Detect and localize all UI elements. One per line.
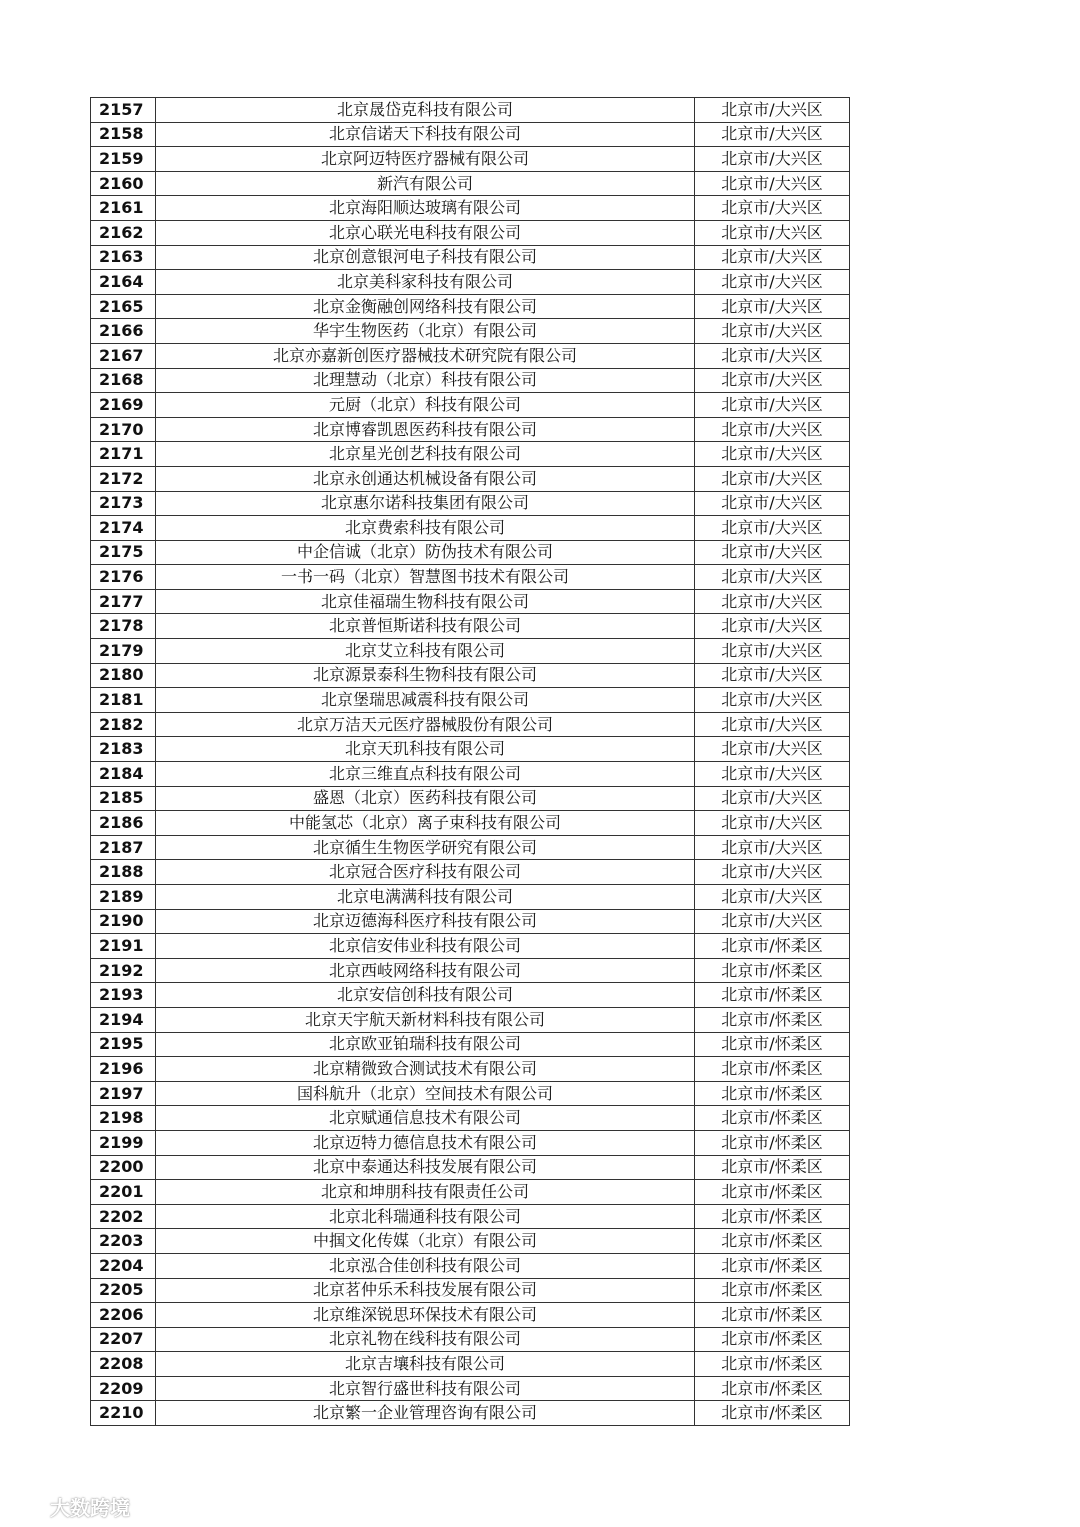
row-number-cell: 2193 <box>91 983 156 1008</box>
table-row <box>91 614 850 639</box>
table-row <box>91 958 850 983</box>
company-name-cell: 北京费索科技有限公司 <box>156 516 695 541</box>
table-row <box>91 737 850 762</box>
table-row <box>91 811 850 836</box>
region-cell: 北京市/大兴区 <box>695 762 850 787</box>
table-row <box>91 1204 850 1229</box>
table-row <box>91 540 850 565</box>
row-number-cell: 2164 <box>91 270 156 295</box>
table-row <box>91 245 850 270</box>
region-cell: 北京市/大兴区 <box>695 147 850 172</box>
table-row <box>91 319 850 344</box>
table-row <box>91 1229 850 1254</box>
row-number-cell: 2173 <box>91 491 156 516</box>
table-row <box>91 417 850 442</box>
table-row <box>91 1081 850 1106</box>
company-name-cell: 北京美科家科技有限公司 <box>156 270 695 295</box>
table-row <box>91 1352 850 1377</box>
row-number-cell: 2186 <box>91 811 156 836</box>
row-number-cell: 2188 <box>91 860 156 885</box>
row-number-cell: 2158 <box>91 122 156 147</box>
region-cell: 北京市/怀柔区 <box>695 1180 850 1205</box>
company-name-cell: 北京天玑科技有限公司 <box>156 737 695 762</box>
region-cell: 北京市/大兴区 <box>695 220 850 245</box>
company-name-cell: 华宇生物医药（北京）有限公司 <box>156 319 695 344</box>
region-cell: 北京市/怀柔区 <box>695 1204 850 1229</box>
row-number-cell: 2206 <box>91 1303 156 1328</box>
region-cell: 北京市/大兴区 <box>695 393 850 418</box>
region-cell: 北京市/大兴区 <box>695 368 850 393</box>
company-name-cell: 北京亦嘉新创医疗器械技术研究院有限公司 <box>156 343 695 368</box>
table-row <box>91 1253 850 1278</box>
table-row <box>91 516 850 541</box>
company-name-cell: 北京循生生物医学研究有限公司 <box>156 835 695 860</box>
table-row <box>91 1007 850 1032</box>
row-number-cell: 2167 <box>91 343 156 368</box>
table-row <box>91 663 850 688</box>
region-cell: 北京市/怀柔区 <box>695 1081 850 1106</box>
table-row <box>91 983 850 1008</box>
row-number-cell: 2157 <box>91 98 156 123</box>
table-row <box>91 1278 850 1303</box>
region-cell: 北京市/大兴区 <box>695 294 850 319</box>
company-name-cell: 北京金衡融创网络科技有限公司 <box>156 294 695 319</box>
region-cell: 北京市/大兴区 <box>695 122 850 147</box>
table-row <box>91 393 850 418</box>
region-cell: 北京市/大兴区 <box>695 319 850 344</box>
row-number-cell: 2203 <box>91 1229 156 1254</box>
company-name-cell: 中掴文化传媒（北京）有限公司 <box>156 1229 695 1254</box>
region-cell: 北京市/大兴区 <box>695 540 850 565</box>
company-name-cell: 北京源景泰科生物科技有限公司 <box>156 663 695 688</box>
company-name-cell: 北京冠合医疗科技有限公司 <box>156 860 695 885</box>
watermark <box>8 1492 130 1521</box>
region-cell: 北京市/大兴区 <box>695 885 850 910</box>
table-row <box>91 122 850 147</box>
region-cell: 北京市/怀柔区 <box>695 1303 850 1328</box>
row-number-cell: 2178 <box>91 614 156 639</box>
company-name-cell: 北京晟岱克科技有限公司 <box>156 98 695 123</box>
region-cell: 北京市/怀柔区 <box>695 983 850 1008</box>
row-number-cell: 2196 <box>91 1057 156 1082</box>
region-cell: 北京市/大兴区 <box>695 909 850 934</box>
region-cell: 北京市/大兴区 <box>695 737 850 762</box>
company-name-cell: 新汽有限公司 <box>156 171 695 196</box>
row-number-cell: 2183 <box>91 737 156 762</box>
watermark-text: 大数跨境 <box>50 1496 130 1520</box>
table-row <box>91 1401 850 1426</box>
table-row <box>91 1303 850 1328</box>
region-cell: 北京市/大兴区 <box>695 835 850 860</box>
table-row <box>91 860 850 885</box>
region-cell: 北京市/大兴区 <box>695 663 850 688</box>
table-row <box>91 712 850 737</box>
region-cell: 北京市/大兴区 <box>695 565 850 590</box>
row-number-cell: 2169 <box>91 393 156 418</box>
table-row <box>91 294 850 319</box>
region-cell: 北京市/大兴区 <box>695 712 850 737</box>
table-row <box>91 343 850 368</box>
region-cell: 北京市/怀柔区 <box>695 1057 850 1082</box>
region-cell: 北京市/大兴区 <box>695 466 850 491</box>
row-number-cell: 2174 <box>91 516 156 541</box>
region-cell: 北京市/怀柔区 <box>695 934 850 959</box>
company-name-cell: 北京欧亚铂瑞科技有限公司 <box>156 1032 695 1057</box>
company-name-cell: 北京博睿凯恩医药科技有限公司 <box>156 417 695 442</box>
company-name-cell: 北京心联光电科技有限公司 <box>156 220 695 245</box>
table-row <box>91 491 850 516</box>
company-name-cell: 北京和坤朋科技有限责任公司 <box>156 1180 695 1205</box>
table-row <box>91 565 850 590</box>
row-number-cell: 2176 <box>91 565 156 590</box>
table-row <box>91 1327 850 1352</box>
region-cell: 北京市/怀柔区 <box>695 1376 850 1401</box>
company-name-cell: 北京繁一企业管理咨询有限公司 <box>156 1401 695 1426</box>
region-cell: 北京市/大兴区 <box>695 786 850 811</box>
region-cell: 北京市/大兴区 <box>695 614 850 639</box>
region-cell: 北京市/大兴区 <box>695 442 850 467</box>
row-number-cell: 2199 <box>91 1130 156 1155</box>
table-row <box>91 368 850 393</box>
company-name-cell: 北京精微致合测试技术有限公司 <box>156 1057 695 1082</box>
row-number-cell: 2181 <box>91 688 156 713</box>
row-number-cell: 2170 <box>91 417 156 442</box>
region-cell: 北京市/大兴区 <box>695 245 850 270</box>
region-cell: 北京市/怀柔区 <box>695 1032 850 1057</box>
row-number-cell: 2205 <box>91 1278 156 1303</box>
company-name-cell: 北京普恒斯诺科技有限公司 <box>156 614 695 639</box>
company-name-cell: 北理慧动（北京）科技有限公司 <box>156 368 695 393</box>
row-number-cell: 2160 <box>91 171 156 196</box>
company-name-cell: 元厨（北京）科技有限公司 <box>156 393 695 418</box>
region-cell: 北京市/怀柔区 <box>695 1278 850 1303</box>
table-row <box>91 1180 850 1205</box>
row-number-cell: 2177 <box>91 589 156 614</box>
region-cell: 北京市/大兴区 <box>695 860 850 885</box>
row-number-cell: 2195 <box>91 1032 156 1057</box>
table-row <box>91 1057 850 1082</box>
region-cell: 北京市/怀柔区 <box>695 958 850 983</box>
region-cell: 北京市/怀柔区 <box>695 1007 850 1032</box>
row-number-cell: 2182 <box>91 712 156 737</box>
region-cell: 北京市/大兴区 <box>695 196 850 221</box>
company-name-cell: 北京三维直点科技有限公司 <box>156 762 695 787</box>
table-row <box>91 909 850 934</box>
company-name-cell: 北京万洁天元医疗器械股份有限公司 <box>156 712 695 737</box>
company-name-cell: 中企信诚（北京）防伪技术有限公司 <box>156 540 695 565</box>
row-number-cell: 2185 <box>91 786 156 811</box>
region-cell: 北京市/大兴区 <box>695 270 850 295</box>
row-number-cell: 2198 <box>91 1106 156 1131</box>
region-cell: 北京市/大兴区 <box>695 688 850 713</box>
company-name-cell: 北京星光创艺科技有限公司 <box>156 442 695 467</box>
table-row <box>91 171 850 196</box>
row-number-cell: 2207 <box>91 1327 156 1352</box>
region-cell: 北京市/大兴区 <box>695 98 850 123</box>
company-name-cell: 北京北科瑞通科技有限公司 <box>156 1204 695 1229</box>
row-number-cell: 2197 <box>91 1081 156 1106</box>
table-row <box>91 466 850 491</box>
region-cell: 北京市/大兴区 <box>695 343 850 368</box>
table-body <box>91 98 850 1426</box>
row-number-cell: 2163 <box>91 245 156 270</box>
region-cell: 北京市/怀柔区 <box>695 1130 850 1155</box>
row-number-cell: 2200 <box>91 1155 156 1180</box>
company-name-cell: 北京创意银河电子科技有限公司 <box>156 245 695 270</box>
row-number-cell: 2162 <box>91 220 156 245</box>
row-number-cell: 2180 <box>91 663 156 688</box>
row-number-cell: 2172 <box>91 466 156 491</box>
row-number-cell: 2175 <box>91 540 156 565</box>
company-name-cell: 盛恩（北京）医药科技有限公司 <box>156 786 695 811</box>
row-number-cell: 2168 <box>91 368 156 393</box>
company-name-cell: 北京维深锐思环保技术有限公司 <box>156 1303 695 1328</box>
company-name-cell: 北京迈特力德信息技术有限公司 <box>156 1130 695 1155</box>
table-row <box>91 1130 850 1155</box>
table-row <box>91 1376 850 1401</box>
company-name-cell: 北京佳福瑞生物科技有限公司 <box>156 589 695 614</box>
region-cell: 北京市/大兴区 <box>695 171 850 196</box>
table-row <box>91 934 850 959</box>
row-number-cell: 2194 <box>91 1007 156 1032</box>
table-row <box>91 786 850 811</box>
table-row <box>91 835 850 860</box>
watermark-logo-icon <box>8 1495 44 1519</box>
table-row <box>91 1106 850 1131</box>
table-row <box>91 270 850 295</box>
region-cell: 北京市/怀柔区 <box>695 1401 850 1426</box>
region-cell: 北京市/怀柔区 <box>695 1229 850 1254</box>
company-name-cell: 北京信安伟业科技有限公司 <box>156 934 695 959</box>
row-number-cell: 2159 <box>91 147 156 172</box>
table-row <box>91 1155 850 1180</box>
region-cell: 北京市/大兴区 <box>695 491 850 516</box>
company-name-cell: 北京电满满科技有限公司 <box>156 885 695 910</box>
company-name-cell: 北京中泰通达科技发展有限公司 <box>156 1155 695 1180</box>
company-name-cell: 一书一码（北京）智慧图书技术有限公司 <box>156 565 695 590</box>
company-name-cell: 北京礼物在线科技有限公司 <box>156 1327 695 1352</box>
table-row <box>91 98 850 123</box>
row-number-cell: 2209 <box>91 1376 156 1401</box>
row-number-cell: 2204 <box>91 1253 156 1278</box>
row-number-cell: 2184 <box>91 762 156 787</box>
company-name-cell: 北京堡瑞思减震科技有限公司 <box>156 688 695 713</box>
company-name-cell: 北京茗仲乐禾科技发展有限公司 <box>156 1278 695 1303</box>
company-name-cell: 北京赋通信息技术有限公司 <box>156 1106 695 1131</box>
company-name-cell: 北京永创通达机械设备有限公司 <box>156 466 695 491</box>
region-cell: 北京市/怀柔区 <box>695 1352 850 1377</box>
row-number-cell: 2187 <box>91 835 156 860</box>
company-name-cell: 国科航升（北京）空间技术有限公司 <box>156 1081 695 1106</box>
region-cell: 北京市/怀柔区 <box>695 1155 850 1180</box>
row-number-cell: 2202 <box>91 1204 156 1229</box>
company-name-cell: 北京惠尔诺科技集团有限公司 <box>156 491 695 516</box>
row-number-cell: 2210 <box>91 1401 156 1426</box>
row-number-cell: 2161 <box>91 196 156 221</box>
company-name-cell: 北京吉壤科技有限公司 <box>156 1352 695 1377</box>
table-row <box>91 885 850 910</box>
company-name-cell: 北京安信创科技有限公司 <box>156 983 695 1008</box>
company-name-cell: 北京信诺天下科技有限公司 <box>156 122 695 147</box>
company-name-cell: 北京艾立科技有限公司 <box>156 639 695 664</box>
table-row <box>91 442 850 467</box>
company-name-cell: 北京西岐网络科技有限公司 <box>156 958 695 983</box>
company-name-cell: 北京迈德海科医疗科技有限公司 <box>156 909 695 934</box>
table-row <box>91 196 850 221</box>
table-row <box>91 688 850 713</box>
table-row <box>91 1032 850 1057</box>
row-number-cell: 2166 <box>91 319 156 344</box>
row-number-cell: 2201 <box>91 1180 156 1205</box>
region-cell: 北京市/大兴区 <box>695 589 850 614</box>
region-cell: 北京市/怀柔区 <box>695 1327 850 1352</box>
company-name-cell: 北京天宇航天新材料科技有限公司 <box>156 1007 695 1032</box>
region-cell: 北京市/大兴区 <box>695 417 850 442</box>
row-number-cell: 2192 <box>91 958 156 983</box>
company-name-cell: 北京海阳顺达玻璃有限公司 <box>156 196 695 221</box>
company-name-cell: 中能氢芯（北京）离子束科技有限公司 <box>156 811 695 836</box>
row-number-cell: 2189 <box>91 885 156 910</box>
company-name-cell: 北京泓合佳创科技有限公司 <box>156 1253 695 1278</box>
region-cell: 北京市/怀柔区 <box>695 1253 850 1278</box>
table-row <box>91 147 850 172</box>
region-cell: 北京市/大兴区 <box>695 516 850 541</box>
table-row <box>91 589 850 614</box>
row-number-cell: 2179 <box>91 639 156 664</box>
region-cell: 北京市/怀柔区 <box>695 1106 850 1131</box>
company-list-table <box>90 97 850 1426</box>
table-row <box>91 220 850 245</box>
row-number-cell: 2191 <box>91 934 156 959</box>
region-cell: 北京市/大兴区 <box>695 639 850 664</box>
table-row <box>91 639 850 664</box>
region-cell: 北京市/大兴区 <box>695 811 850 836</box>
row-number-cell: 2165 <box>91 294 156 319</box>
row-number-cell: 2190 <box>91 909 156 934</box>
table-row <box>91 762 850 787</box>
row-number-cell: 2171 <box>91 442 156 467</box>
row-number-cell: 2208 <box>91 1352 156 1377</box>
company-name-cell: 北京阿迈特医疗器械有限公司 <box>156 147 695 172</box>
company-name-cell: 北京智行盛世科技有限公司 <box>156 1376 695 1401</box>
